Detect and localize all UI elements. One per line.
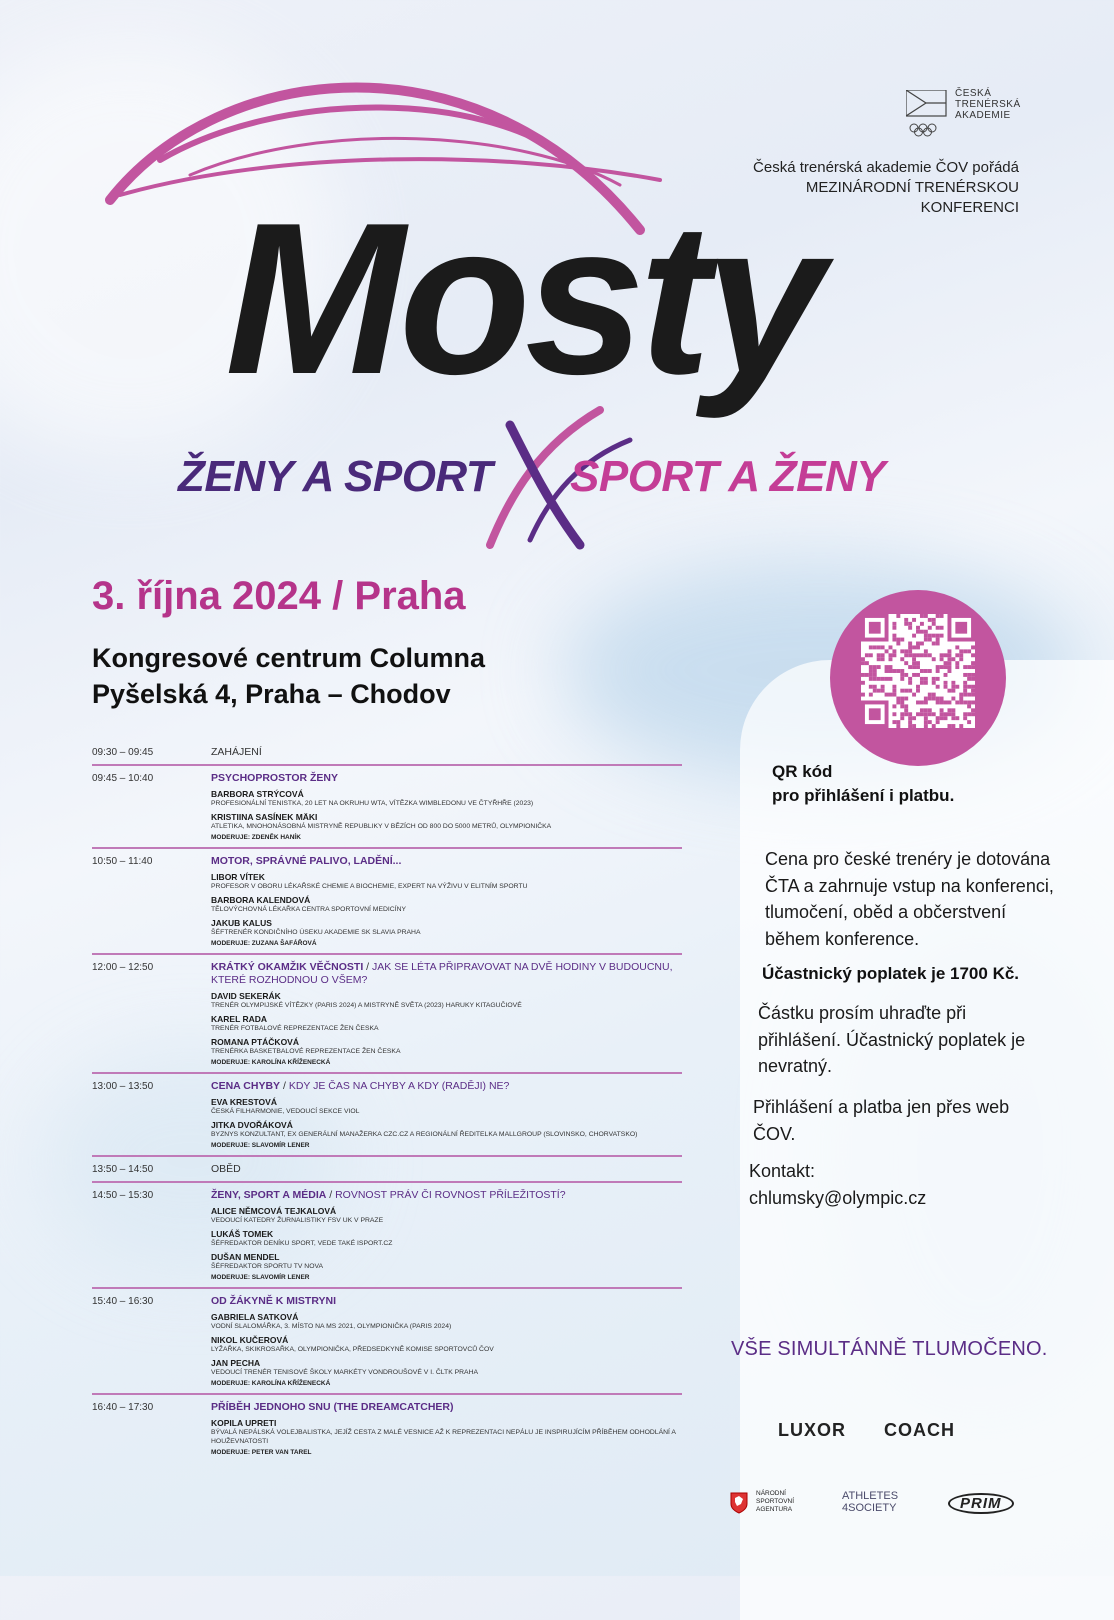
- session-title: PŘÍBĚH JEDNOHO SNU (THE DREAMCATCHER): [211, 1401, 454, 1413]
- speaker-role: TĚLOVÝCHOVNÁ LÉKAŘKA CENTRA SPORTOVNÍ MEDICÍNY: [211, 906, 407, 913]
- slot-time: 10:50 – 11:40: [92, 856, 153, 867]
- lion-crest-icon: [730, 1492, 748, 1514]
- session-question: KDY JE ČAS NA CHYBY A KDY (RADĚJI) NE?: [288, 1080, 510, 1092]
- logo-line: ČESKÁ: [955, 88, 992, 99]
- sponsor-prim-logo: PRIM: [948, 1493, 1014, 1514]
- organizer-line: KONFERENCI: [920, 199, 1019, 216]
- moderator: MODERUJE: ZUZANA ŠAFÁŘOVÁ: [211, 940, 317, 947]
- speaker-name: NIKOL KUČEROVÁ: [211, 1335, 289, 1345]
- program-slot: [92, 740, 682, 764]
- speaker: [211, 812, 682, 831]
- logo-text: [955, 88, 1021, 121]
- session-title: OD ŽÁKYNĚ K MISTRYNI: [211, 1295, 337, 1307]
- session-title: PSYCHOPROSTOR ŽENY: [211, 772, 338, 784]
- moderator: MODERUJE: KAROLÍNA KŘÍŽENECKÁ: [211, 1380, 331, 1387]
- speaker-role: BÝVALÁ NEPÁLSKÁ VOLEJBALISTKA, JEJÍŽ CESTA Z MALÉ VESNICE AŽ K REPREZENTACI NEPÁLU JE INSPIRUJÍCÍM PŘÍBĚHEM ODHODLÁNÍ A HOUŽEVNATOSTI: [211, 1429, 676, 1445]
- slot-time: 13:50 – 14:50: [92, 1164, 154, 1175]
- participation-fee: Účastnický poplatek je 1700 Kč.: [762, 964, 1020, 983]
- venue-address: Pyšelská 4, Praha – Chodov: [92, 679, 451, 709]
- event-title: Mosty: [225, 177, 820, 419]
- moderator: MODERUJE: PETER VAN TAREL: [211, 1449, 312, 1456]
- speaker: [211, 1206, 682, 1225]
- program-schedule: [92, 740, 682, 1462]
- sponsor-coach-logo: COACH: [884, 1420, 955, 1440]
- program-slot: [92, 847, 682, 953]
- speaker-role: ŠÉFREDAKTOR DENÍKU SPORT, VEDE TAKÉ ISPORT.CZ: [211, 1240, 393, 1247]
- slot-time: 09:30 – 09:45: [92, 747, 154, 758]
- program-slot: [92, 1155, 682, 1181]
- speaker-name: ALICE NĚMCOVÁ TEJKALOVÁ: [211, 1206, 337, 1216]
- simultaneous-translation-note: VŠE SIMULTÁNNĚ TLUMOČENO.: [731, 1338, 1048, 1360]
- qr-label-line: pro přihlášení i platbu.: [772, 786, 955, 805]
- logo-line: AKADEMIE: [955, 110, 1011, 121]
- program-slot: [92, 1287, 682, 1393]
- slot-time: 09:45 – 10:40: [92, 773, 154, 784]
- subtitle-sport-and-women: SPORT A ŽENY: [570, 452, 886, 501]
- sponsor-luxor-logo: LUXOR: [778, 1420, 846, 1440]
- nsa-line: AGENTURA: [756, 1506, 793, 1513]
- speaker-name: KAREL RADA: [211, 1014, 268, 1024]
- speaker-name: KRISTIINA SASÍNEK MÄKI: [211, 812, 318, 822]
- venue-name: Kongresové centrum Columna: [92, 643, 486, 673]
- contact: [749, 1158, 926, 1212]
- speaker: [211, 991, 682, 1010]
- speaker: [211, 1120, 682, 1139]
- speaker-name: DAVID SEKERÁK: [211, 991, 281, 1001]
- speaker-name: KOPILA UPRETI: [211, 1418, 277, 1428]
- moderator: MODERUJE: SLAVOMÍR LENER: [211, 1142, 310, 1149]
- speaker-name: ROMANA PTÁČKOVÁ: [211, 1037, 299, 1047]
- program-slot: 13:00 – 13:50 CENA CHYBY / KDY JE ČAS NA CHYBY A KDY (RADĚJI) NE? EVA KRESTOVÁ ČESKÁ FILHARMONIE, VEDOUCÍ SEKCE VIOL JITKA DVOŘÁKOVÁ BYZNYS KONZULTANT, EX GENERÁLNÍ MANAŽERKA CZC.CZ A REGIONÁLNÍ ŘEDITELKA MALLGROUP (SLOVINSKO, CHORVATSKO) MODERUJE: SLAVOMÍR LENER: [92, 1072, 682, 1155]
- qr-code[interactable]: [861, 614, 975, 728]
- speaker-role: ŠÉFREDAKTOR SPORTU TV NOVA: [211, 1263, 324, 1270]
- session-question: ROVNOST PRÁV ČI ROVNOST PŘÍLEŽITOSTÍ?: [335, 1189, 566, 1201]
- nsa-line: SPORTOVNÍ: [756, 1498, 795, 1505]
- program-slot: [92, 1393, 682, 1462]
- moderator: MODERUJE: ZDENĚK HANÍK: [211, 834, 301, 841]
- program-slot: [92, 764, 682, 847]
- qr-label: [772, 760, 954, 808]
- speaker-role: PROFESIONÁLNÍ TENISTKA, 20 LET NA OKRUHU WTA, VÍTĚZKA WIMBLEDONU VE ČTYŘHŘE (2023): [211, 800, 534, 807]
- speaker-role: VODNÍ SLALOMÁŘKA, 3. MÍSTO NA MS 2021, OLYMPIONIČKA (PARIS 2024): [211, 1323, 452, 1330]
- program-slot: 14:50 – 15:30 ŽENY, SPORT A MÉDIA / ROVNOST PRÁV ČI ROVNOST PŘÍLEŽITOSTÍ? ALICE NĚMCOVÁ TEJKALOVÁ VEDOUCÍ KATEDRY ŽURNALISTIKY FSV UK V PRAZE LUKÁŠ TOMEK ŠÉFREDAKTOR DENÍKU SPORT, VEDE TAKÉ ISPORT.CZ DUŠAN MENDEL ŠÉFREDAKTOR SPORTU TV NOVA MODERUJE: SLAVOMÍR LENER: [92, 1181, 682, 1287]
- speaker-name: LUKÁŠ TOMEK: [211, 1229, 274, 1239]
- subtitle-women-and-sport: ŽENY A SPORT: [178, 452, 493, 501]
- session-title: KRÁTKÝ OKAMŽIK VĚČNOSTI: [211, 961, 364, 973]
- speaker: [211, 1312, 682, 1331]
- speaker-name: DUŠAN MENDEL: [211, 1252, 280, 1262]
- speaker-role: VEDOUCÍ TRENÉR TENISOVÉ ŠKOLY MARKÉTY VONDROUŠOVÉ V I. ČLTK PRAHA: [211, 1369, 479, 1376]
- speaker-name: JITKA DVOŘÁKOVÁ: [211, 1120, 293, 1130]
- speaker-name: JAN PECHA: [211, 1358, 261, 1368]
- session-question: JAK SE LÉTA PŘIPRAVOVAT NA DVĚ HODINY V BUDOUCNU, KTERÉ ROZHODNOU O VŠEM?: [211, 961, 673, 986]
- contact-email[interactable]: chlumsky@olympic.cz: [749, 1188, 927, 1208]
- slot-time: 14:50 – 15:30: [92, 1190, 154, 1201]
- speaker: [211, 1358, 682, 1377]
- speaker-role: ŠÉFTRENÉR KONDIČNÍHO ÚSEKU AKADEMIE SK SLAVIA PRAHA: [211, 929, 421, 936]
- speaker-name: EVA KRESTOVÁ: [211, 1097, 277, 1107]
- slot-time: 13:00 – 13:50: [92, 1081, 154, 1092]
- price-info: Cena pro české trenéry je dotována ČTA a zahrnuje vstup na konferenci, tlumočení, oběd a občerstvení během konference.: [765, 849, 1054, 949]
- slot-time: 12:00 – 12:50: [92, 962, 154, 973]
- speaker-role: ČESKÁ FILHARMONIE, VEDOUCÍ SEKCE VIOL: [211, 1108, 360, 1115]
- logo-line: TRENÉRSKÁ: [955, 99, 1021, 110]
- speaker-role: TRENÉRKA BASKETBALOVÉ REPREZENTACE ŽEN ČESKA: [211, 1048, 401, 1055]
- registration-info: Přihlášení a platba jen přes web ČOV.: [753, 1097, 1010, 1144]
- speaker-role: ATLETIKA, MNOHONÁSOBNÁ MISTRYNĚ REPUBLIKY V BĚZÍCH OD 800 DO 5000 METRŮ, OLYMPIONIČKA: [211, 823, 552, 830]
- speaker-name: BARBORA STRÝCOVÁ: [211, 789, 304, 799]
- a4s-line: ATHLETES: [842, 1490, 899, 1502]
- event-date: 3. října 2024 / Praha: [92, 574, 466, 618]
- payment-info: Částku prosím uhraďte při přihlášení. Účastnický poplatek je nevratný.: [758, 1003, 1026, 1076]
- speaker-role: BYZNYS KONZULTANT, EX GENERÁLNÍ MANAŽERKA CZC.CZ A REGIONÁLNÍ ŘEDITELKA MALLGROUP (SLOVINSKO, CHORVATSKO): [211, 1131, 638, 1138]
- qr-label-line: QR kód: [772, 762, 833, 781]
- slot-time: 16:40 – 17:30: [92, 1402, 154, 1413]
- speaker: [211, 1037, 682, 1056]
- speaker: [211, 1335, 682, 1354]
- speaker-name: GABRIELA SATKOVÁ: [211, 1312, 299, 1322]
- contact-label: Kontakt:: [749, 1161, 816, 1181]
- a4s-line: 4SOCIETY: [842, 1502, 897, 1514]
- program-slot: 12:00 – 12:50 KRÁTKÝ OKAMŽIK VĚČNOSTI / JAK SE LÉTA PŘIPRAVOVAT NA DVĚ HODINY V BUDOUCNU, KTERÉ ROZHODNOU O VŠEM? DAVID SEKERÁK TRENÉR OLYMPIJSKÉ VÍTĚZKY (PARIS 2024) A MISTRYNĚ SVĚTA (2023) HARUKY KITAGUČIOVÉ KAREL RADA TRENÉR FOTBALOVÉ REPREZENTACE ŽEN ČESKA ROMANA PTÁČKOVÁ TRENÉRKA BASKETBALOVÉ REPREZENTACE ŽEN ČESKA MODERUJE: KAROLÍNA KŘÍŽENECKÁ: [92, 953, 682, 1072]
- slot-time: 15:40 – 16:30: [92, 1296, 154, 1307]
- speaker: [211, 1229, 682, 1248]
- speaker: [211, 1252, 682, 1271]
- nsa-line: NÁRODNÍ: [756, 1490, 786, 1497]
- slot-label: ZAHÁJENÍ: [211, 746, 262, 758]
- organizer-line: MEZINÁRODNÍ TRENÉRSKOU: [805, 179, 1019, 196]
- speaker-role: TRENÉR OLYMPIJSKÉ VÍTĚZKY (PARIS 2024) A MISTRYNĚ SVĚTA (2023) HARUKY KITAGUČIOVÉ: [211, 1002, 522, 1009]
- speaker: [211, 1014, 682, 1033]
- speaker: [211, 1418, 682, 1446]
- speaker: [211, 918, 682, 937]
- speaker-name: LIBOR VÍTEK: [211, 872, 265, 882]
- speaker: [211, 872, 682, 891]
- organizer-line: Česká trenérská akademie ČOV pořádá: [753, 159, 1019, 176]
- session-title: ŽENY, SPORT A MÉDIA: [211, 1189, 327, 1201]
- speaker: [211, 789, 682, 808]
- venue: [92, 640, 485, 712]
- speaker-role: TRENÉR FOTBALOVÉ REPREZENTACE ŽEN ČESKA: [211, 1025, 379, 1032]
- slot-label: OBĚD: [211, 1163, 241, 1175]
- speaker-name: JAKUB KALUS: [211, 918, 272, 928]
- speaker: [211, 1097, 682, 1116]
- speaker: [211, 895, 682, 914]
- moderator: MODERUJE: SLAVOMÍR LENER: [211, 1274, 310, 1281]
- session-title: MOTOR, SPRÁVNÉ PALIVO, LADĚNÍ...: [211, 855, 402, 867]
- speaker-role: LYŽAŘKA, SKIKROSAŘKA, OLYMPIONIČKA, PŘEDSEDKYNĚ KOMISE SPORTOVCŮ ČOV: [211, 1346, 494, 1353]
- speaker-name: BARBORA KALENDOVÁ: [211, 895, 311, 905]
- session-title: CENA CHYBY: [211, 1080, 281, 1092]
- moderator: MODERUJE: KAROLÍNA KŘÍŽENECKÁ: [211, 1059, 331, 1066]
- speaker-role: VEDOUCÍ KATEDRY ŽURNALISTIKY FSV UK V PRAZE: [211, 1217, 384, 1224]
- sponsor-athletes4society-logo: [842, 1490, 898, 1514]
- speaker-role: PROFESOR V OBORU LÉKAŘSKÉ CHEMIE A BIOCHEMIE, EXPERT NA VÝŽIVU V ELITNÍM SPORTU: [211, 883, 528, 890]
